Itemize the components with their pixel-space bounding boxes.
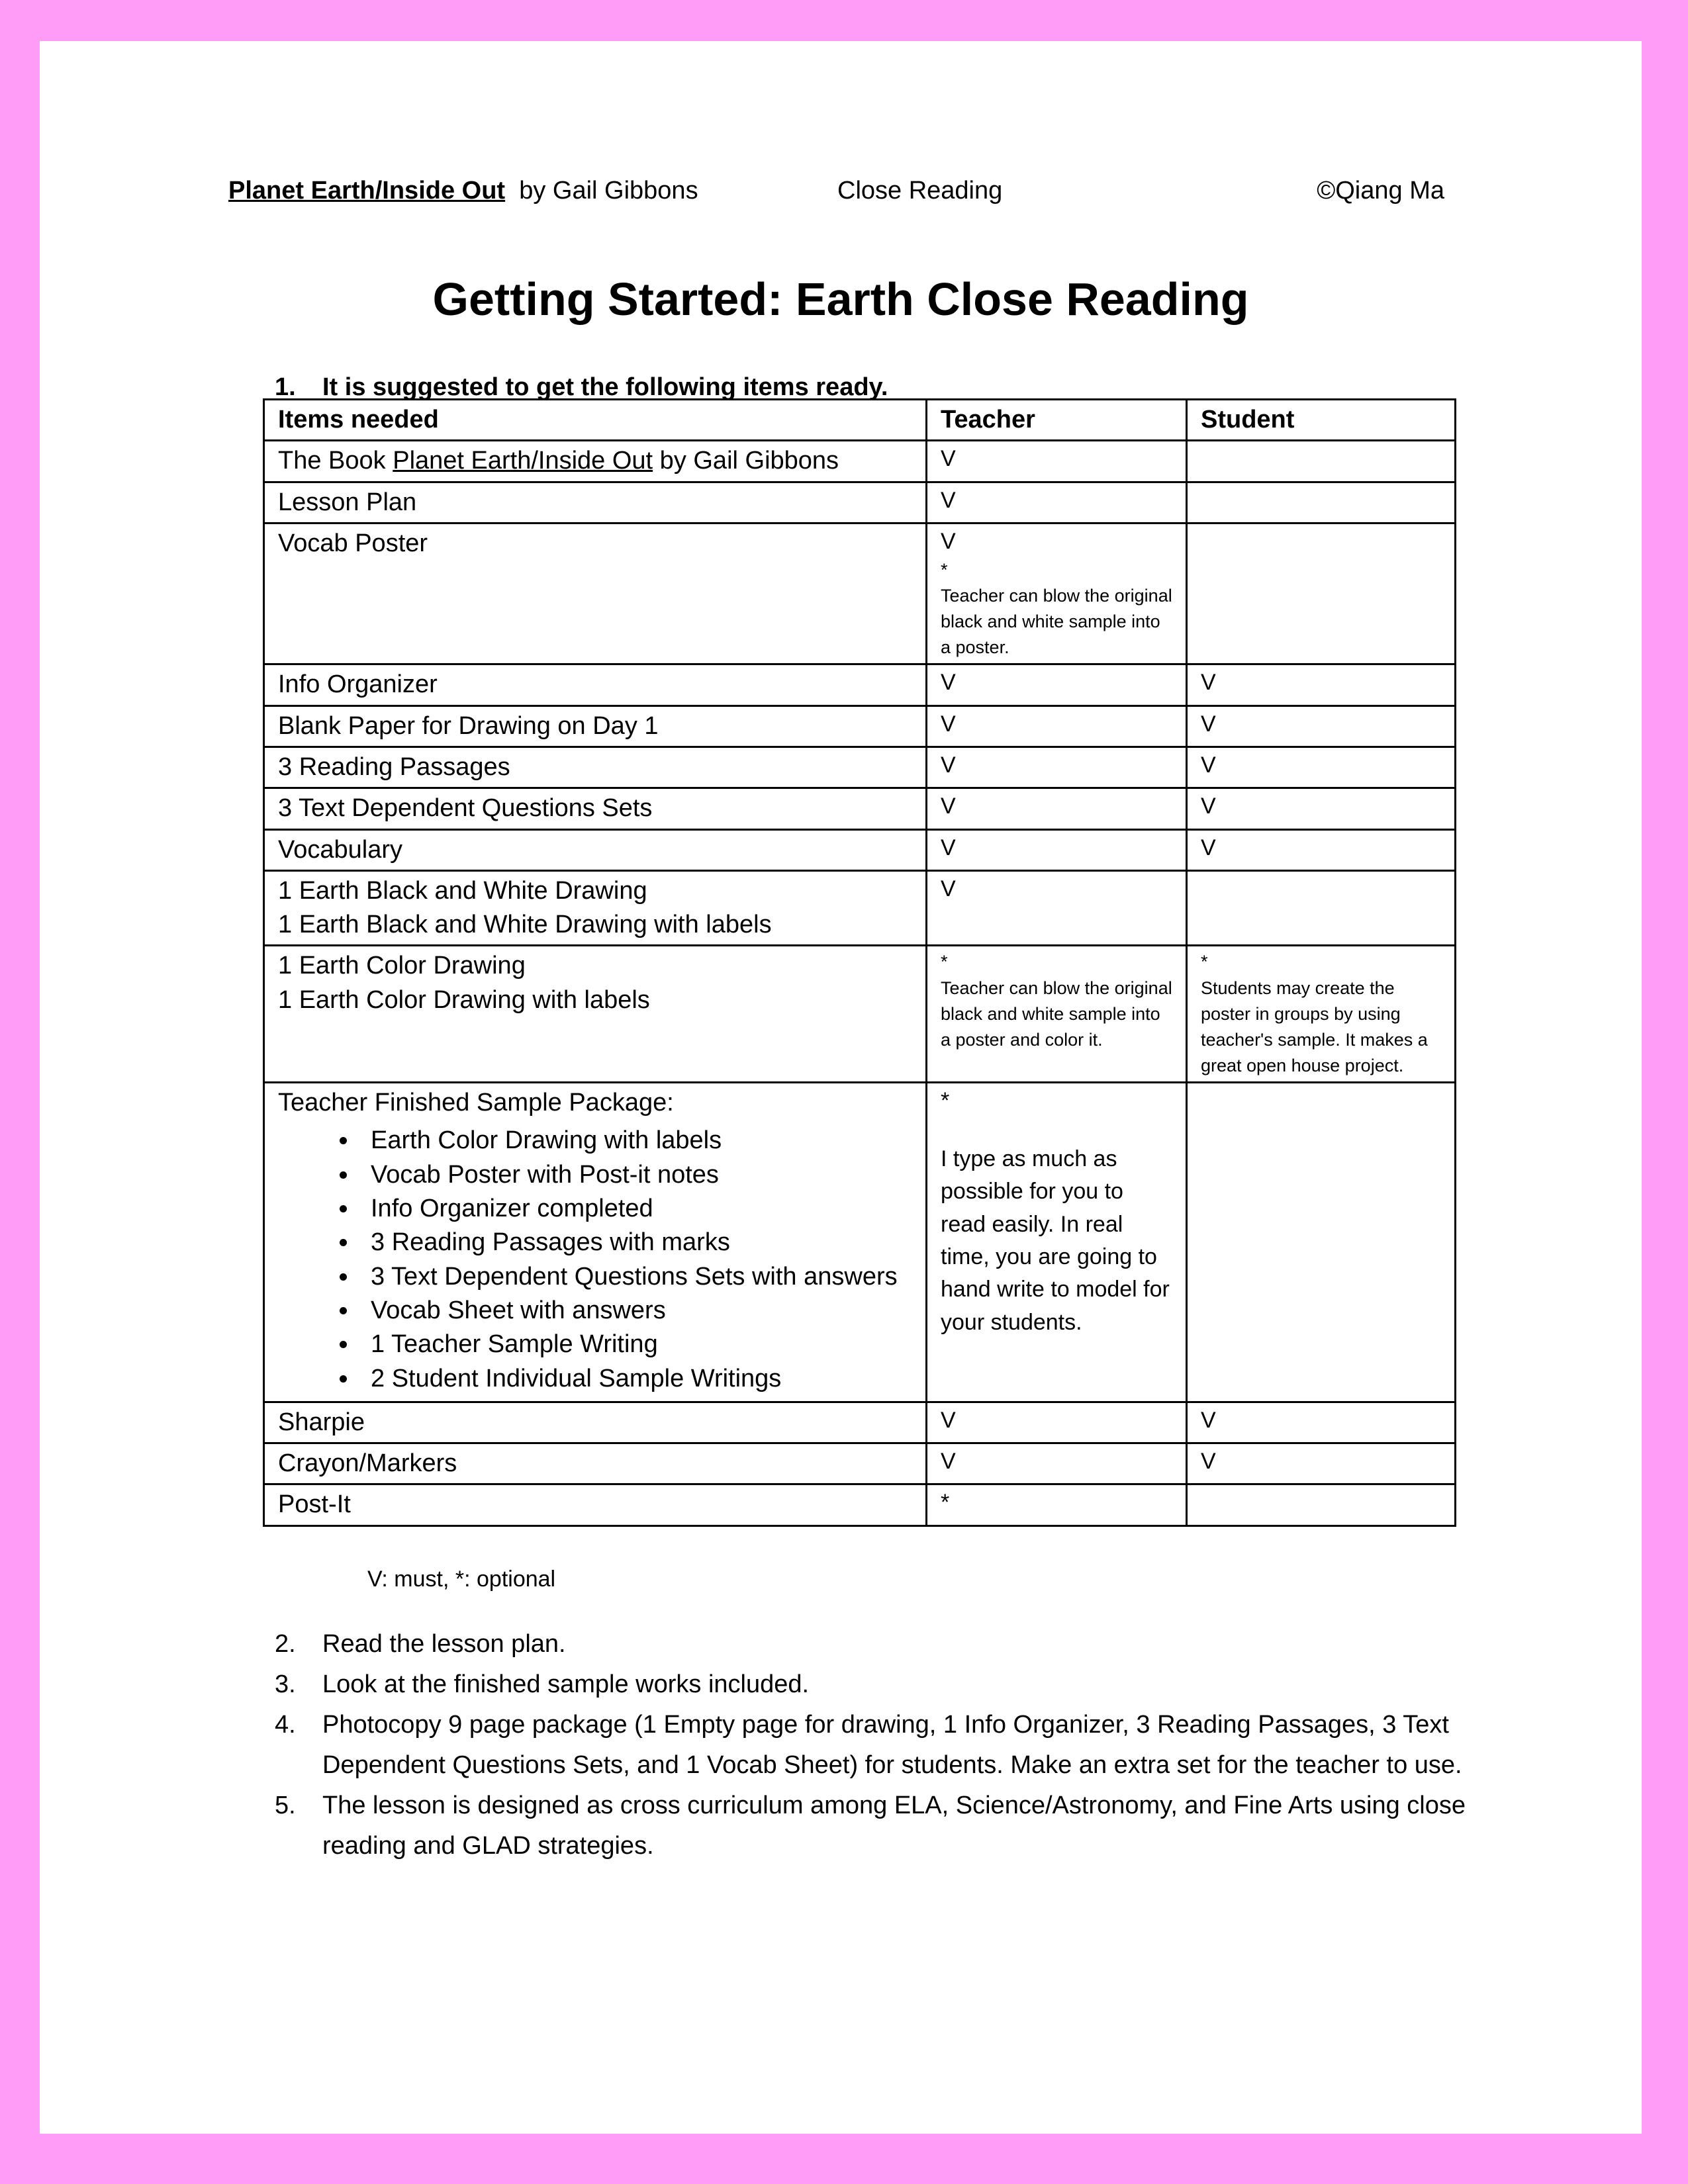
- teacher-cell: V: [927, 482, 1187, 523]
- student-cell: [1187, 1083, 1456, 1402]
- item-line: 1 Earth Color Drawing: [278, 952, 526, 980]
- item-cell: [264, 946, 927, 1083]
- teacher-cell: V: [927, 1402, 1187, 1443]
- table-row: [264, 747, 1456, 788]
- list-item: [275, 1624, 1473, 1664]
- step-number: 4.: [275, 1711, 296, 1739]
- step-number: 2.: [275, 1630, 296, 1658]
- teacher-cell: V: [927, 441, 1187, 482]
- item-cell: Vocab Poster: [264, 523, 927, 664]
- item-book-title: Planet Earth/Inside Out: [393, 447, 653, 475]
- table-row: [264, 829, 1456, 870]
- teacher-cell: [927, 1083, 1187, 1402]
- table-row: [264, 1083, 1456, 1402]
- student-cell: [1187, 441, 1456, 482]
- teacher-cell: [927, 523, 1187, 664]
- teacher-cell: V: [927, 788, 1187, 829]
- item-cell: [264, 441, 927, 482]
- item-cell: 3 Reading Passages: [264, 747, 927, 788]
- teacher-note: Teacher can blow the original black and white sample into a poster and color it.: [941, 978, 1172, 1050]
- table-header-row: [264, 400, 1456, 441]
- step-1-number: 1.: [275, 373, 296, 401]
- item-cell: 3 Text Dependent Questions Sets: [264, 788, 927, 829]
- teacher-mark: V: [941, 528, 956, 554]
- item-cell: Crayon/Markers: [264, 1443, 927, 1484]
- teacher-optional: *: [941, 559, 948, 580]
- table-row: [264, 1443, 1456, 1484]
- student-note: Students may create the poster in groups by using teacher's sample. It makes a great open house project.: [1201, 978, 1428, 1075]
- item-line: 1 Earth Black and White Drawing with labels: [278, 911, 772, 939]
- steps-list: [275, 1624, 1473, 1866]
- list-item: • Vocab Poster with Post-it notes: [359, 1158, 912, 1192]
- header-copyright: ©Qiang Ma: [1317, 177, 1444, 205]
- page-title: Getting Started: Earth Close Reading: [432, 273, 1249, 325]
- teacher-cell: *: [927, 1484, 1187, 1525]
- step-1-text: It is suggested to get the following items ready.: [322, 373, 888, 401]
- list-item: • Info Organizer completed: [359, 1192, 912, 1226]
- header-book-title: Planet Earth/Inside Out: [228, 177, 506, 205]
- table-row: [264, 441, 1456, 482]
- student-cell: [1187, 482, 1456, 523]
- student-mark: *: [1201, 952, 1208, 972]
- teacher-cell: V: [927, 829, 1187, 870]
- table-row: [264, 664, 1456, 705]
- list-item: [275, 1664, 1473, 1705]
- teacher-cell: [927, 946, 1187, 1083]
- table-row: [264, 1402, 1456, 1443]
- header-book: [228, 177, 698, 205]
- list-item: • 1 Teacher Sample Writing: [359, 1328, 912, 1361]
- table-row: [264, 870, 1456, 946]
- item-book-suffix: by Gail Gibbons: [653, 447, 839, 475]
- header-teacher: Teacher: [927, 400, 1187, 441]
- student-cell: [1187, 1484, 1456, 1525]
- header-items: Items needed: [264, 400, 927, 441]
- item-cell: Blank Paper for Drawing on Day 1: [264, 705, 927, 747]
- step-text: Photocopy 9 page package (1 Empty page for drawing, 1 Info Organizer, 3 Reading Passages, 3 Text Dependent Questions Sets, and 1 Vocab Sheet) for students. Make an extra set for the teacher to use.: [322, 1711, 1462, 1779]
- item-cell: [264, 870, 927, 946]
- teacher-cell: V: [927, 705, 1187, 747]
- teacher-cell: V: [927, 870, 1187, 946]
- page-header: [40, 177, 1642, 216]
- teacher-note: I type as much as possible for you to read easily. In real time, you are going to hand write to model for your students.: [941, 1146, 1170, 1335]
- list-item: • Vocab Sheet with answers: [359, 1294, 912, 1328]
- items-table: [263, 398, 1456, 1527]
- table-row: [264, 1484, 1456, 1525]
- list-item: • 3 Text Dependent Questions Sets with answers: [359, 1260, 912, 1294]
- step-text: The lesson is designed as cross curriculum among ELA, Science/Astronomy, and Fine Arts using close reading and GLAD strategies.: [322, 1792, 1466, 1860]
- package-list: [278, 1124, 912, 1395]
- table-row: [264, 523, 1456, 664]
- teacher-mark: *: [941, 952, 948, 972]
- student-cell: [1187, 523, 1456, 664]
- list-item: • 3 Reading Passages with marks: [359, 1226, 912, 1259]
- table-row: [264, 946, 1456, 1083]
- item-cell: Post-It: [264, 1484, 927, 1525]
- step-1: [275, 373, 888, 402]
- student-cell: [1187, 946, 1456, 1083]
- header-student: Student: [1187, 400, 1456, 441]
- table-row: [264, 482, 1456, 523]
- item-cell: [264, 1083, 927, 1402]
- step-number: 3.: [275, 1670, 296, 1698]
- teacher-mark: *: [941, 1088, 950, 1114]
- student-cell: V: [1187, 1402, 1456, 1443]
- list-item: [275, 1786, 1473, 1866]
- package-title: Teacher Finished Sample Package:: [278, 1089, 674, 1117]
- teacher-cell: V: [927, 664, 1187, 705]
- student-cell: V: [1187, 747, 1456, 788]
- page-content: [40, 41, 1642, 2134]
- list-item: • Earth Color Drawing with labels: [359, 1124, 912, 1158]
- step-number: 5.: [275, 1792, 296, 1819]
- step-text: Look at the finished sample works included.: [322, 1670, 810, 1698]
- table-row: [264, 705, 1456, 747]
- document-page: [40, 41, 1642, 2134]
- header-author: by Gail Gibbons: [519, 177, 698, 205]
- step-text: Read the lesson plan.: [322, 1630, 566, 1658]
- table-legend: V: must, *: optional: [367, 1567, 556, 1592]
- item-cell: Vocabulary: [264, 829, 927, 870]
- student-cell: V: [1187, 788, 1456, 829]
- item-book-prefix: The Book: [278, 447, 393, 475]
- student-cell: V: [1187, 1443, 1456, 1484]
- student-cell: V: [1187, 829, 1456, 870]
- student-cell: [1187, 870, 1456, 946]
- student-cell: V: [1187, 664, 1456, 705]
- teacher-note: Teacher can blow the original black and white sample into a poster.: [941, 585, 1172, 658]
- teacher-cell: V: [927, 1443, 1187, 1484]
- item-cell: Lesson Plan: [264, 482, 927, 523]
- student-cell: V: [1187, 705, 1456, 747]
- item-line: 1 Earth Color Drawing with labels: [278, 985, 650, 1014]
- list-item: • 2 Student Individual Sample Writings: [359, 1362, 912, 1396]
- list-item: [275, 1705, 1473, 1786]
- item-cell: Sharpie: [264, 1402, 927, 1443]
- header-center: Close Reading: [837, 177, 1003, 205]
- item-cell: Info Organizer: [264, 664, 927, 705]
- teacher-cell: V: [927, 747, 1187, 788]
- item-line: 1 Earth Black and White Drawing: [278, 876, 647, 905]
- table-row: [264, 788, 1456, 829]
